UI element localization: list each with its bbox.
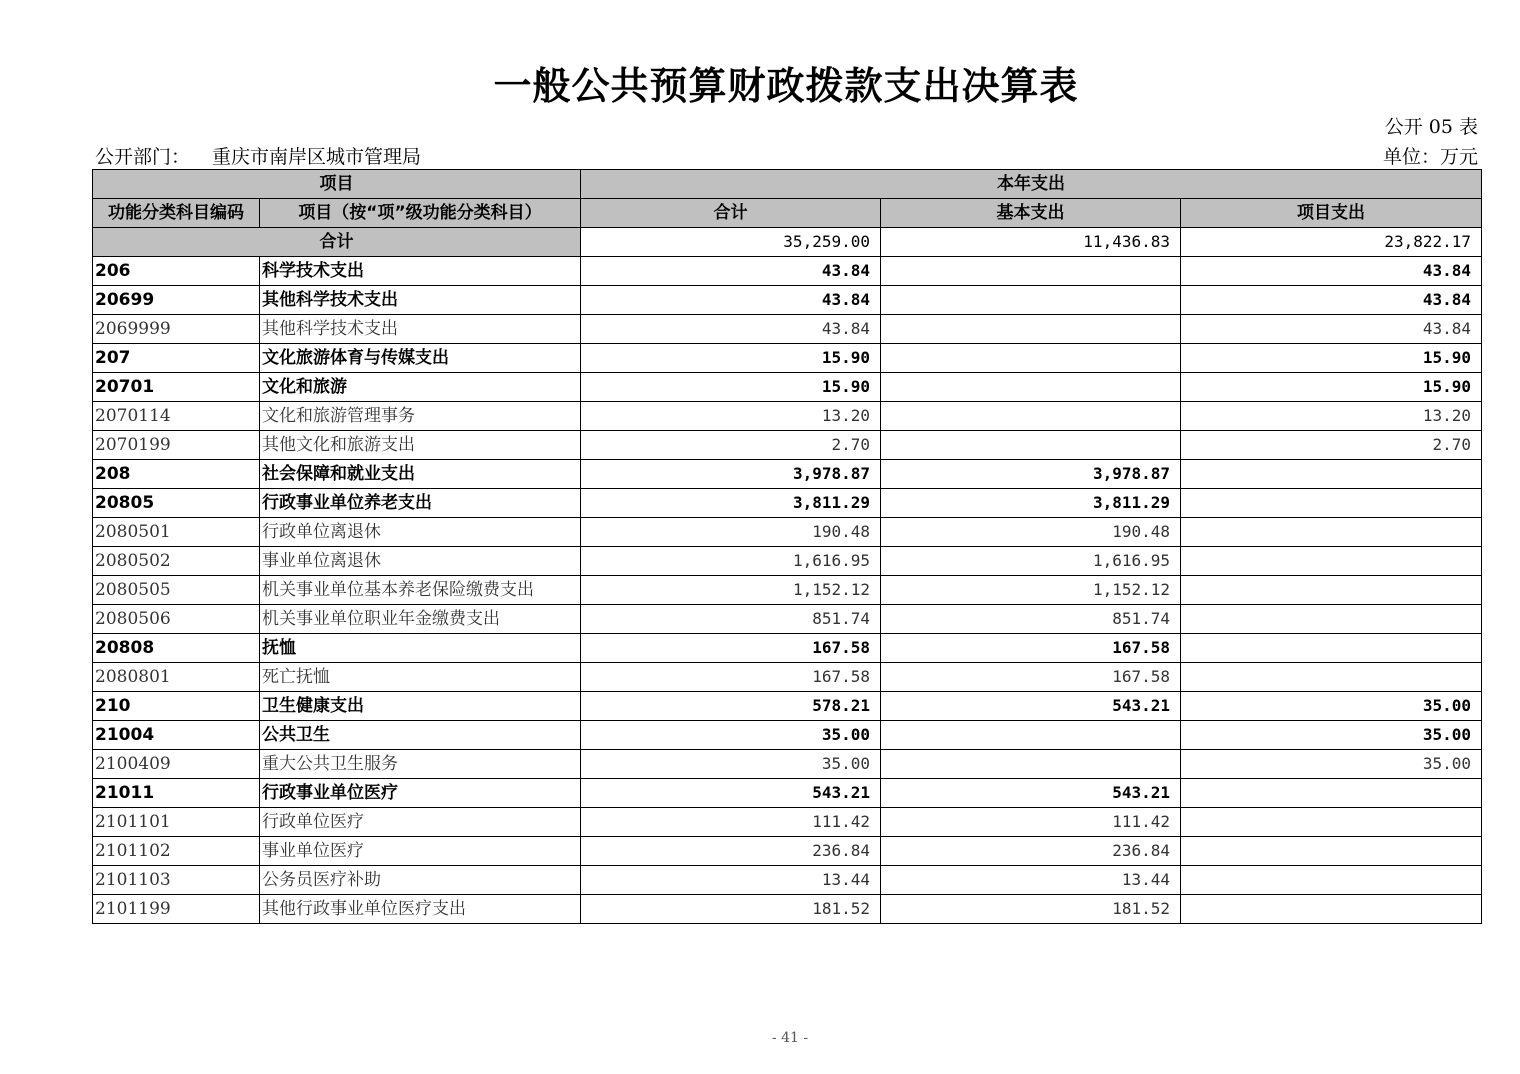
row-total: 543.21: [581, 779, 881, 808]
row-project: 35.00: [1181, 721, 1482, 750]
row-project: [1181, 489, 1482, 518]
row-project: 2.70: [1181, 431, 1482, 460]
row-name: 重大公共卫生服务: [260, 750, 581, 779]
row-total: 167.58: [581, 634, 881, 663]
table-row: [93, 692, 1482, 721]
row-code: 20808: [93, 634, 260, 663]
row-basic: 543.21: [881, 779, 1181, 808]
page-title: 一般公共预算财政拨款支出决算表: [493, 64, 1079, 108]
table-row: [93, 866, 1482, 895]
row-basic: [881, 257, 1181, 286]
table-row: [93, 808, 1482, 837]
row-project: [1181, 779, 1482, 808]
row-total: 1,616.95: [581, 547, 881, 576]
header-row-1: [93, 170, 1482, 199]
row-code: 210: [93, 692, 260, 721]
table-row: [93, 663, 1482, 692]
row-basic: 236.84: [881, 837, 1181, 866]
row-basic: [881, 750, 1181, 779]
row-total: 43.84: [581, 286, 881, 315]
row-total: 43.84: [581, 315, 881, 344]
row-basic: 3,811.29: [881, 489, 1181, 518]
row-total: 2.70: [581, 431, 881, 460]
table-row: [93, 837, 1482, 866]
row-name: 抚恤: [260, 634, 581, 663]
row-total: 13.20: [581, 402, 881, 431]
row-name: 文化和旅游: [260, 373, 581, 402]
row-total: 851.74: [581, 605, 881, 634]
row-name: 公务员医疗补助: [260, 866, 581, 895]
row-basic: 851.74: [881, 605, 1181, 634]
row-total: 578.21: [581, 692, 881, 721]
row-name: 科学技术支出: [260, 257, 581, 286]
table-row: [93, 634, 1482, 663]
table-row: [93, 344, 1482, 373]
row-code: 2080501: [93, 518, 260, 547]
row-total: 43.84: [581, 257, 881, 286]
row-project: [1181, 866, 1482, 895]
row-basic: [881, 344, 1181, 373]
row-name: 行政单位离退休: [260, 518, 581, 547]
row-total: 1,152.12: [581, 576, 881, 605]
row-name: 其他科学技术支出: [260, 315, 581, 344]
row-basic: 543.21: [881, 692, 1181, 721]
row-project: 35.00: [1181, 692, 1482, 721]
row-code: 2101199: [93, 895, 260, 924]
header-code: 功能分类科目编码: [93, 199, 260, 228]
row-code: 2080801: [93, 663, 260, 692]
row-total: 111.42: [581, 808, 881, 837]
row-code: 20699: [93, 286, 260, 315]
row-project: [1181, 547, 1482, 576]
table-row: [93, 402, 1482, 431]
row-basic: [881, 431, 1181, 460]
department-line: [95, 142, 421, 169]
row-name: 公共卫生: [260, 721, 581, 750]
table-row: [93, 518, 1482, 547]
form-number: 公开 05 表: [1384, 116, 1478, 138]
row-name: 卫生健康支出: [260, 692, 581, 721]
table-row: [93, 431, 1482, 460]
row-project: [1181, 460, 1482, 489]
row-total: 35.00: [581, 750, 881, 779]
header-project-exp: 项目支出: [1181, 199, 1482, 228]
row-basic: 167.58: [881, 663, 1181, 692]
row-name: 行政单位医疗: [260, 808, 581, 837]
row-basic: [881, 721, 1181, 750]
row-total: 167.58: [581, 663, 881, 692]
row-code: 2069999: [93, 315, 260, 344]
row-code: 2101101: [93, 808, 260, 837]
row-total: 15.90: [581, 344, 881, 373]
row-basic: 3,978.87: [881, 460, 1181, 489]
row-code: 207: [93, 344, 260, 373]
row-name: 事业单位医疗: [260, 837, 581, 866]
row-code: 2080502: [93, 547, 260, 576]
row-total: 236.84: [581, 837, 881, 866]
header-total: 合计: [581, 199, 881, 228]
row-basic: 1,616.95: [881, 547, 1181, 576]
row-basic: 190.48: [881, 518, 1181, 547]
table-row: [93, 489, 1482, 518]
row-name: 其他科学技术支出: [260, 286, 581, 315]
header-row-2: [93, 199, 1482, 228]
table-row: [93, 315, 1482, 344]
row-total: 3,811.29: [581, 489, 881, 518]
row-name: 文化和旅游管理事务: [260, 402, 581, 431]
row-name: 其他行政事业单位医疗支出: [260, 895, 581, 924]
page-number: - 41 -: [771, 1030, 809, 1046]
row-code: 20805: [93, 489, 260, 518]
table-row: [93, 721, 1482, 750]
header-project: 项目: [93, 170, 581, 199]
row-name: 事业单位离退休: [260, 547, 581, 576]
row-total: 35.00: [581, 721, 881, 750]
row-basic: [881, 286, 1181, 315]
expenditure-table: [92, 169, 1482, 924]
table-row: [93, 373, 1482, 402]
table-row: [93, 576, 1482, 605]
row-total: 190.48: [581, 518, 881, 547]
row-total: 181.52: [581, 895, 881, 924]
row-project: [1181, 837, 1482, 866]
row-name: 行政事业单位养老支出: [260, 489, 581, 518]
row-code: 2101103: [93, 866, 260, 895]
total-sum: 35,259.00: [581, 228, 881, 257]
row-code: 21004: [93, 721, 260, 750]
row-basic: [881, 373, 1181, 402]
total-label: 合计: [93, 228, 581, 257]
department-label: 公开部门：: [95, 146, 191, 168]
row-name: 死亡抚恤: [260, 663, 581, 692]
total-project: 23,822.17: [1181, 228, 1482, 257]
row-project: [1181, 808, 1482, 837]
row-total: 3,978.87: [581, 460, 881, 489]
table-row: [93, 779, 1482, 808]
row-basic: [881, 315, 1181, 344]
table-row: [93, 257, 1482, 286]
row-code: 2100409: [93, 750, 260, 779]
row-code: 208: [93, 460, 260, 489]
row-code: 20701: [93, 373, 260, 402]
row-basic: 13.44: [881, 866, 1181, 895]
unit-label: 单位：万元: [1382, 146, 1478, 168]
row-project: [1181, 518, 1482, 547]
header-basic: 基本支出: [881, 199, 1181, 228]
row-name: 文化旅游体育与传媒支出: [260, 344, 581, 373]
row-code: 2070114: [93, 402, 260, 431]
row-basic: 1,152.12: [881, 576, 1181, 605]
row-name: 机关事业单位基本养老保险缴费支出: [260, 576, 581, 605]
row-project: 13.20: [1181, 402, 1482, 431]
row-project: [1181, 663, 1482, 692]
row-code: 2070199: [93, 431, 260, 460]
row-project: 43.84: [1181, 315, 1482, 344]
row-total: 15.90: [581, 373, 881, 402]
table-row: [93, 605, 1482, 634]
row-project: 43.84: [1181, 257, 1482, 286]
row-project: 43.84: [1181, 286, 1482, 315]
header-name: 项目（按“项”级功能分类科目）: [260, 199, 581, 228]
row-code: 2080506: [93, 605, 260, 634]
table-row: [93, 895, 1482, 924]
row-project: [1181, 634, 1482, 663]
row-project: 35.00: [1181, 750, 1482, 779]
row-basic: [881, 402, 1181, 431]
row-name: 行政事业单位医疗: [260, 779, 581, 808]
row-name: 机关事业单位职业年金缴费支出: [260, 605, 581, 634]
total-row: [93, 228, 1482, 257]
row-project: [1181, 895, 1482, 924]
row-basic: 181.52: [881, 895, 1181, 924]
row-name: 其他文化和旅游支出: [260, 431, 581, 460]
row-basic: 167.58: [881, 634, 1181, 663]
table-row: [93, 286, 1482, 315]
row-code: 2080505: [93, 576, 260, 605]
table-row: [93, 750, 1482, 779]
row-project: [1181, 605, 1482, 634]
row-basic: 111.42: [881, 808, 1181, 837]
table-row: [93, 547, 1482, 576]
row-code: 206: [93, 257, 260, 286]
row-total: 13.44: [581, 866, 881, 895]
row-code: 21011: [93, 779, 260, 808]
total-basic: 11,436.83: [881, 228, 1181, 257]
row-code: 2101102: [93, 837, 260, 866]
row-project: 15.90: [1181, 344, 1482, 373]
row-project: [1181, 576, 1482, 605]
department-name: 重庆市南岸区城市管理局: [212, 146, 422, 168]
row-name: 社会保障和就业支出: [260, 460, 581, 489]
row-project: 15.90: [1181, 373, 1482, 402]
header-current-year: 本年支出: [581, 170, 1482, 199]
table-row: [93, 460, 1482, 489]
